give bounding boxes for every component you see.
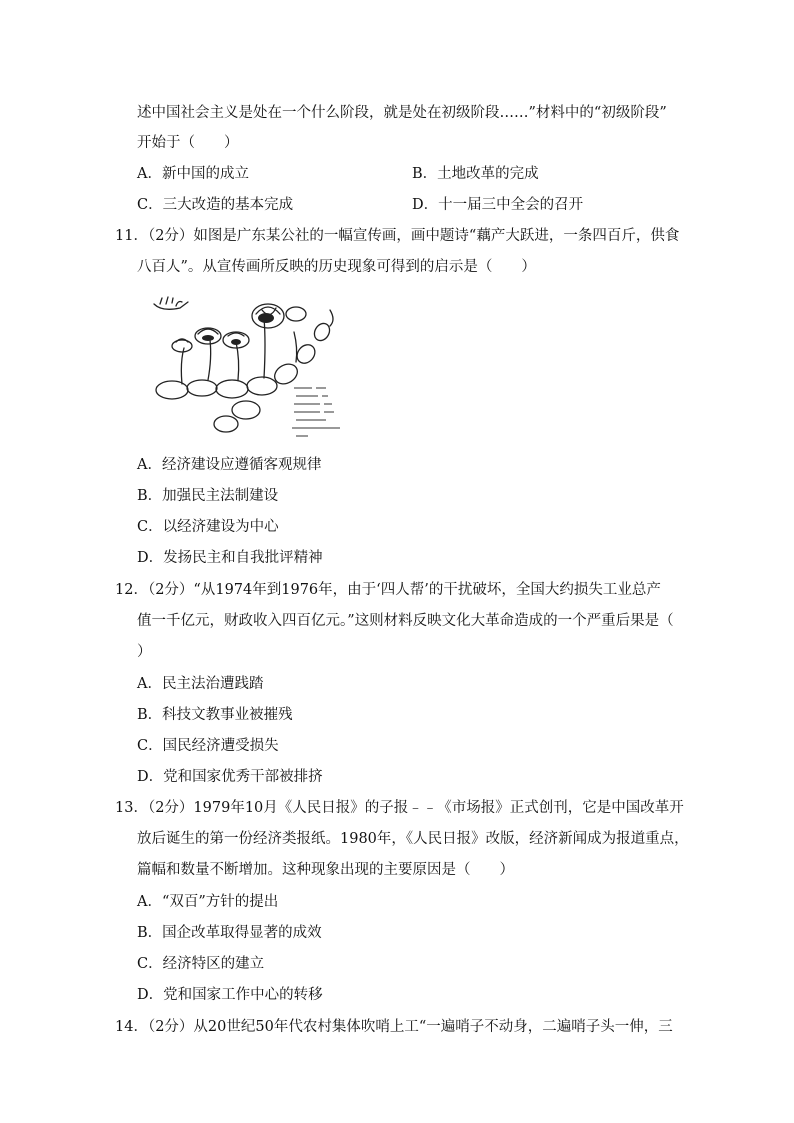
- q11-option-d[interactable]: D．发扬民主和自我批评精神: [137, 550, 323, 566]
- q11-option-c[interactable]: C．以经济建设为中心: [137, 519, 279, 535]
- q12-option-a[interactable]: A．民主法治遭践踏: [137, 676, 264, 692]
- q12-option-d[interactable]: D．党和国家优秀干部被排挤: [137, 769, 323, 785]
- q13-stem-line-2: 放后诞生的第一份经济类报纸。1980年，《人民日报》改版，经济新闻成为报道重点，: [137, 831, 689, 847]
- q11-stem-line-1: 11．（2分）如图是广东某公社的一幅宣传画，画中题诗“藕产大跃进，一条四百斤，供食: [115, 228, 680, 244]
- q13-stem-line-3: 篇幅和数量不断增加。这种现象出现的主要原因是（ ）: [137, 862, 514, 878]
- q13-option-a[interactable]: A．“双百”方针的提出: [137, 894, 279, 910]
- q11-stem-line-2: 八百人”。从宣传画所反映的历史现象可得到的启示是（ ）: [137, 259, 536, 275]
- q10-option-a[interactable]: A．新中国的成立: [137, 166, 249, 182]
- q10-option-c[interactable]: C．三大改造的基本完成: [137, 197, 294, 213]
- q11-option-b[interactable]: B．加强民主法制建设: [137, 488, 279, 504]
- q12-option-c[interactable]: C．国民经济遭受损失: [137, 738, 279, 754]
- q10-stem-line-1: 述中国社会主义是处在一个什么阶段，就是处在初级阶段……”材料中的“初级阶段”: [137, 105, 667, 121]
- q13-stem-line-1: 13．（2分）1979年10月《人民日报》的子报﹣﹣《市场报》正式创刊，它是中国改革开: [115, 800, 684, 816]
- q12-stem-line-2: 值一千亿元，财政收入四百亿元。”这则材料反映文化大革命造成的一个严重后果是（: [137, 613, 674, 629]
- propaganda-painting-figure: [146, 292, 352, 442]
- q10-option-d[interactable]: D．十一届三中全会的召开: [412, 197, 584, 213]
- q12-stem-line-3: ）: [137, 644, 152, 660]
- q10-option-b[interactable]: B．土地改革的完成: [412, 166, 539, 182]
- q13-option-c[interactable]: C．经济特区的建立: [137, 956, 265, 972]
- q12-stem-line-1: 12．（2分）“从1974年到1976年，由于‘四人帮’的干扰破坏，全国大约损失工业总产: [115, 582, 661, 598]
- q14-stem-line-1: 14．（2分）从20世纪50年代农村集体吹哨上工“一遍哨子不动身，二遍哨子头一伸，三: [115, 1019, 673, 1035]
- q10-stem-line-2: 开始于（ ）: [137, 135, 239, 151]
- q13-option-d[interactable]: D．党和国家工作中心的转移: [137, 987, 323, 1003]
- q13-option-b[interactable]: B．国企改革取得显著的成效: [137, 925, 322, 941]
- q11-option-a[interactable]: A．经济建设应遵循客观规律: [137, 457, 322, 473]
- q12-option-b[interactable]: B．科技文教事业被摧残: [137, 707, 293, 723]
- lotus-root-sketch: [146, 292, 352, 442]
